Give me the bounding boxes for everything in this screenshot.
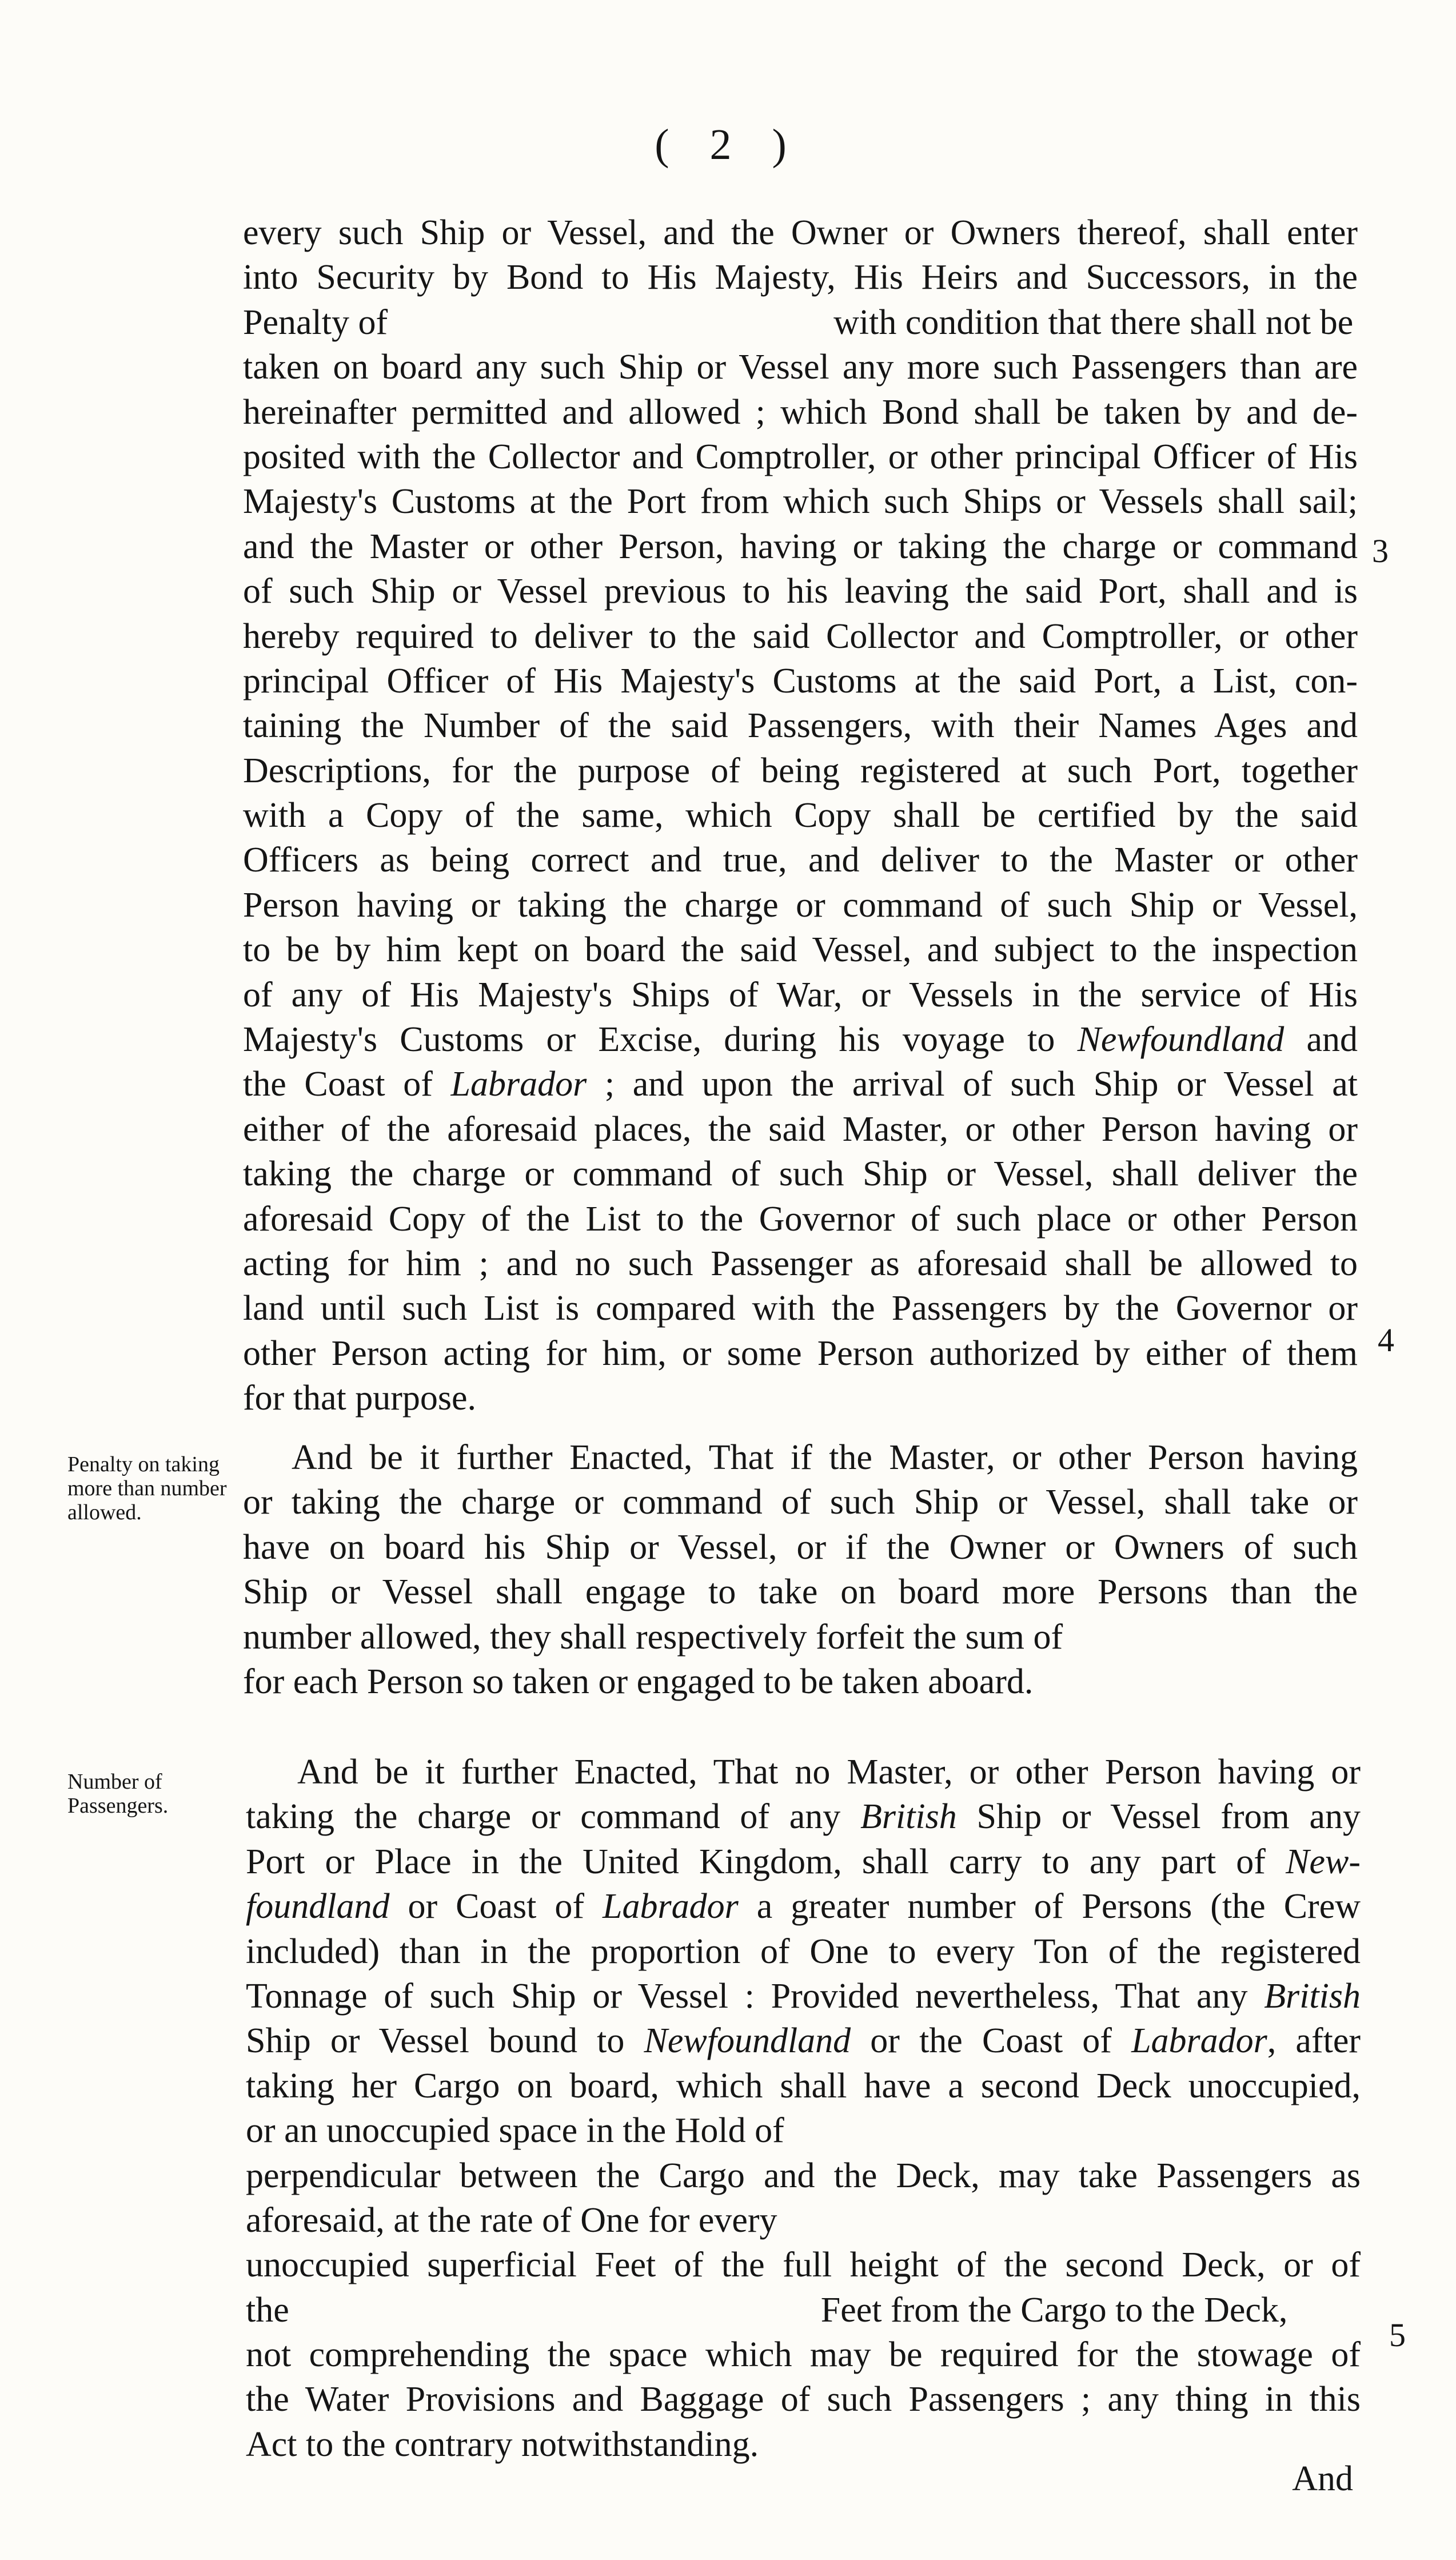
text-line: and the Master or other Person, having or taking the charge or command	[243, 527, 1358, 566]
text-line: either of the aforesaid places, the said Master, or other Person having or	[243, 1109, 1358, 1149]
text-fragment: Feet from the Cargo to the Deck,	[820, 2290, 1288, 2330]
text-line: hereby required to deliver to the said Collector and Comptroller, or other	[243, 616, 1358, 656]
text-line: And be it further Enacted, That no Master, or other Person having or	[297, 1753, 1361, 1791]
text-line: taken on board any such Ship or Vessel any more such Passengers than are	[243, 348, 1358, 387]
text-line: other Person acting for him, or some Person authorized by either of them	[243, 1333, 1358, 1373]
text-line: Port or Place in the United Kingdom, shall carry to any part of New-	[246, 1842, 1361, 1881]
paragraph-continuation	[243, 210, 1358, 1421]
text-line: Ship or Vessel bound to Newfoundland or the Coast of Labrador, after	[246, 2021, 1361, 2061]
text-line: Majesty's Customs at the Port from which such Ships or Vessels shall sail;	[243, 482, 1358, 521]
text-line: principal Officer of His Majesty's Customs at the said Port, a List, con-	[243, 661, 1358, 700]
text-line: taining the Number of the said Passengers, with their Names Ages and	[243, 706, 1358, 746]
text-line: taking the charge or command of such Ship or Vessel, shall deliver the	[243, 1154, 1358, 1194]
margin-note: Penalty on taking more than number allowed.	[67, 1452, 227, 1524]
text-line: And be it further Enacted, That if the Master, or other Person having	[292, 1438, 1358, 1477]
text-line: foundland or Coast of Labrador a greater number of Persons (the Crew	[246, 1887, 1361, 1926]
text-line: Act to the contrary notwithstanding.	[246, 2424, 759, 2464]
paragraph-penalty	[243, 1435, 1358, 1704]
text-line: Officers as being correct and true, and deliver to the Master or other	[243, 841, 1358, 880]
text-line: acting for him ; and no such Passenger as aforesaid shall be allowed to	[243, 1244, 1358, 1283]
page-number: ( 2 )	[655, 121, 801, 169]
text-line: with a Copy of the same, which Copy shall be certified by the said	[243, 796, 1358, 835]
text-fragment: with condition that there shall not be	[833, 302, 1354, 342]
text-line: of any of His Majesty's Ships of War, or Vessels in the service of His	[243, 975, 1358, 1014]
text-fragment: the	[246, 2290, 289, 2330]
text-line: every such Ship or Vessel, and the Owner or Owners thereof, shall enter	[243, 213, 1358, 252]
text-line: the Water Provisions and Baggage of such Passengers ; any thing in this	[246, 2380, 1361, 2419]
text-line: Descriptions, for the purpose of being registered at such Port, together	[243, 751, 1358, 790]
text-line: aforesaid, at the rate of One for every	[246, 2200, 777, 2240]
text-line: Majesty's Customs or Excise, during his voyage to Newfoundland and	[243, 1020, 1358, 1060]
text-line-with-blank	[246, 2288, 1361, 2332]
text-line: land until such List is compared with the Passengers by the Governor or	[243, 1289, 1358, 1328]
catchword: And	[1292, 2459, 1353, 2498]
text-line: of such Ship or Vessel previous to his leaving the said Port, shall and is	[243, 572, 1358, 611]
text-line: into Security by Bond to His Majesty, His Heirs and Successors, in the	[243, 258, 1358, 297]
line-number: 4	[1378, 1321, 1394, 1359]
text-line: unoccupied superficial Feet of the full height of the second Deck, or of	[246, 2246, 1361, 2285]
text-line: Tonnage of such Ship or Vessel : Provided nevertheless, That any British	[246, 1976, 1361, 2016]
line-number: 3	[1372, 532, 1389, 570]
text-line: or an unoccupied space in the Hold of	[246, 2111, 784, 2151]
text-line: perpendicular between the Cargo and the Deck, may take Passengers as	[246, 2156, 1361, 2195]
text-line: to be by him kept on board the said Vessel, and subject to the inspection	[243, 930, 1358, 970]
text-line: taking the charge or command of any British Ship or Vessel from any	[246, 1797, 1361, 1837]
text-line: number allowed, they shall respectively forfeit the sum of	[243, 1617, 1063, 1657]
text-line-with-blank	[243, 300, 1358, 345]
text-line: or taking the charge or command of such Ship or Vessel, shall take or	[243, 1483, 1358, 1522]
text-line: included) than in the proportion of One to every Ton of the registered	[246, 1932, 1361, 1971]
text-line: posited with the Collector and Comptroller, or other principal Officer of His	[243, 437, 1358, 476]
text-line: for each Person so taken or engaged to be taken aboard.	[243, 1662, 1034, 1701]
text-line: for that purpose.	[243, 1379, 477, 1418]
paragraph-passengers	[246, 1750, 1361, 2467]
margin-note: Number of Passengers.	[67, 1770, 169, 1818]
line-number: 5	[1389, 2316, 1406, 2354]
text-line: the Coast of Labrador ; and upon the arrival of such Ship or Vessel at	[243, 1065, 1358, 1104]
text-line: taking her Cargo on board, which shall have a second Deck unoccupied,	[246, 2066, 1361, 2105]
text-line: not comprehending the space which may be required for the stowage of	[246, 2335, 1361, 2375]
text-line: have on board his Ship or Vessel, or if the Owner or Owners of such	[243, 1527, 1358, 1567]
text-line: Ship or Vessel shall engage to take on board more Persons than the	[243, 1572, 1358, 1612]
text-line: Person having or taking the charge or command of such Ship or Vessel,	[243, 885, 1358, 925]
text-line: aforesaid Copy of the List to the Governor of such place or other Person	[243, 1199, 1358, 1239]
text-fragment: Penalty of	[243, 302, 388, 342]
text-line: hereinafter permitted and allowed ; which Bond shall be taken by and de-	[243, 392, 1358, 432]
